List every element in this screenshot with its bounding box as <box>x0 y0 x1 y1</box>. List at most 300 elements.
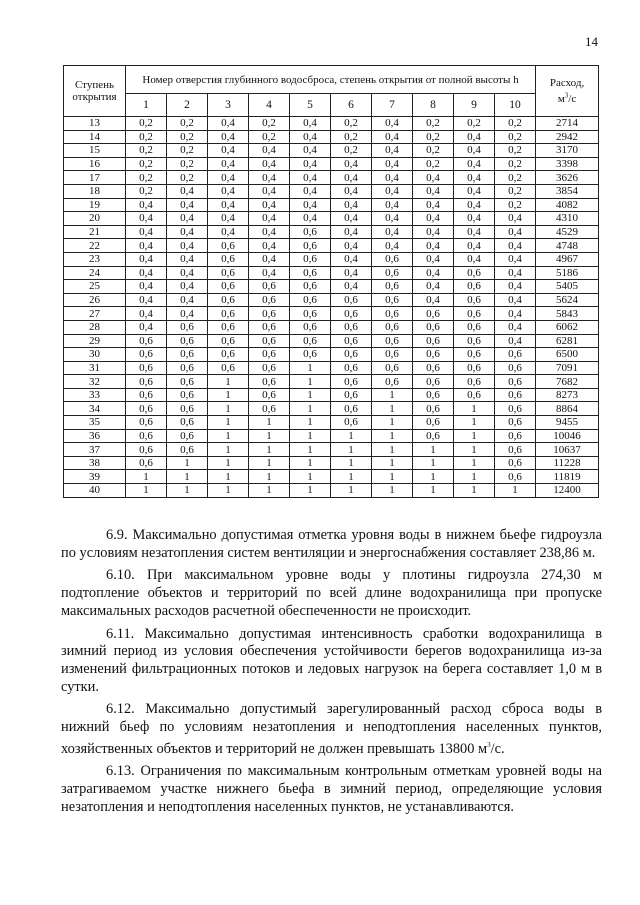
opening-cell: 1 <box>454 402 495 416</box>
opening-cell: 1 <box>208 429 249 443</box>
opening-cell: 0,6 <box>331 348 372 362</box>
opening-cell: 0,6 <box>249 361 290 375</box>
flow-cell: 5186 <box>536 266 599 280</box>
opening-cell: 0,6 <box>290 239 331 253</box>
opening-cell: 0,4 <box>413 171 454 185</box>
opening-cell: 0,2 <box>495 144 536 158</box>
step-cell: 13 <box>64 117 126 131</box>
opening-cell: 0,4 <box>249 212 290 226</box>
column-number-header: 1 <box>126 94 167 117</box>
opening-cell: 0,6 <box>413 402 454 416</box>
header-flow-unit: $м^3/с$ <box>557 91 577 105</box>
opening-cell: 0,4 <box>126 239 167 253</box>
opening-cell: 0,6 <box>495 388 536 402</box>
step-cell: 20 <box>64 212 126 226</box>
opening-cell: 0,6 <box>495 443 536 457</box>
table-row <box>64 484 599 498</box>
opening-cell: 1 <box>454 429 495 443</box>
opening-cell: 1 <box>167 456 208 470</box>
opening-cell: 0,4 <box>495 212 536 226</box>
step-cell: 16 <box>64 157 126 171</box>
step-cell: 17 <box>64 171 126 185</box>
table-row <box>64 130 599 144</box>
opening-cell: 0,4 <box>208 144 249 158</box>
opening-cell: 0,6 <box>249 280 290 294</box>
column-number-header: 8 <box>413 94 454 117</box>
opening-cell: 0,4 <box>454 144 495 158</box>
table-row <box>64 375 599 389</box>
opening-cell: 0,4 <box>249 266 290 280</box>
opening-cell: 0,4 <box>454 252 495 266</box>
step-cell: 25 <box>64 280 126 294</box>
opening-cell: 0,4 <box>495 225 536 239</box>
opening-cell: 0,4 <box>372 239 413 253</box>
header-flow <box>536 66 599 117</box>
opening-cell: 0,6 <box>331 293 372 307</box>
opening-cell: 0,4 <box>167 266 208 280</box>
table-row <box>64 184 599 198</box>
flow-cell: 5843 <box>536 307 599 321</box>
opening-cell: 1 <box>454 416 495 430</box>
opening-cell: 0,6 <box>167 388 208 402</box>
opening-cell: 0,4 <box>372 117 413 131</box>
opening-cell: 1 <box>331 429 372 443</box>
opening-cell: 0,4 <box>208 225 249 239</box>
opening-cell: 1 <box>454 456 495 470</box>
opening-cell: 0,6 <box>413 307 454 321</box>
opening-cell: 0,4 <box>290 184 331 198</box>
opening-cell: 0,2 <box>167 130 208 144</box>
table-row <box>64 144 599 158</box>
opening-cell: 0,6 <box>372 307 413 321</box>
opening-cell: 0,2 <box>331 130 372 144</box>
opening-cell: 0,6 <box>331 416 372 430</box>
flow-cell: 8273 <box>536 388 599 402</box>
flow-cell: 6281 <box>536 334 599 348</box>
opening-cell: 0,6 <box>331 402 372 416</box>
opening-cell: 0,6 <box>454 388 495 402</box>
opening-cell: 1 <box>249 416 290 430</box>
opening-cell: 0,6 <box>413 348 454 362</box>
opening-cell: 0,4 <box>249 239 290 253</box>
opening-cell: 0,6 <box>454 320 495 334</box>
opening-cell: 1 <box>208 375 249 389</box>
opening-cell: 1 <box>372 429 413 443</box>
opening-cell: 0,6 <box>454 266 495 280</box>
opening-cell: 0,4 <box>290 212 331 226</box>
table-row <box>64 416 599 430</box>
opening-cell: 0,6 <box>208 293 249 307</box>
opening-cell: 0,6 <box>495 348 536 362</box>
opening-cell: 0,4 <box>167 225 208 239</box>
step-cell: 36 <box>64 429 126 443</box>
column-number-header: 10 <box>495 94 536 117</box>
opening-cell: 1 <box>167 470 208 484</box>
opening-cell: 1 <box>208 484 249 498</box>
page-number: 14 <box>585 34 598 49</box>
table-row <box>64 361 599 375</box>
opening-cell: 0,6 <box>167 348 208 362</box>
opening-cell: 0,2 <box>495 184 536 198</box>
step-cell: 34 <box>64 402 126 416</box>
opening-cell: 0,4 <box>290 157 331 171</box>
opening-cell: 0,4 <box>331 171 372 185</box>
opening-cell: 1 <box>413 484 454 498</box>
opening-cell: 1 <box>413 443 454 457</box>
opening-cell: 0,6 <box>413 361 454 375</box>
opening-cell: 1 <box>454 470 495 484</box>
opening-cell: 0,6 <box>208 348 249 362</box>
flow-cell: 7682 <box>536 375 599 389</box>
step-cell: 28 <box>64 320 126 334</box>
opening-cell: 0,6 <box>454 348 495 362</box>
table-row <box>64 470 599 484</box>
table-row <box>64 348 599 362</box>
opening-cell: 0,2 <box>331 117 372 131</box>
opening-cell: 0,6 <box>208 239 249 253</box>
opening-cell: 0,6 <box>413 334 454 348</box>
opening-cell: 1 <box>372 388 413 402</box>
opening-cell: 0,4 <box>372 184 413 198</box>
opening-cell: 1 <box>290 456 331 470</box>
opening-cell: 0,6 <box>126 361 167 375</box>
opening-cell: 0,4 <box>331 239 372 253</box>
opening-cell: 0,6 <box>454 361 495 375</box>
opening-cell: 1 <box>208 470 249 484</box>
flow-cell: 4967 <box>536 252 599 266</box>
paragraph-6-11: 6.11. Максимально допустимая интенсивность сработки водохранилища в зимний период из условия обеспечения устойчивости берегов водохранилища из-за изменений фильтрационных потоков и ледовых нагрузок на берега составляет 1,0 м в сутки. <box>61 625 602 695</box>
opening-cell: 1 <box>290 375 331 389</box>
opening-cell: 0,6 <box>249 348 290 362</box>
column-number-header: 4 <box>249 94 290 117</box>
opening-cell: 0,4 <box>454 225 495 239</box>
opening-cell: 0,4 <box>454 198 495 212</box>
opening-cell: 0,4 <box>208 117 249 131</box>
opening-cell: 0,2 <box>495 130 536 144</box>
opening-cell: 0,4 <box>167 212 208 226</box>
opening-cell: 0,2 <box>126 157 167 171</box>
opening-cell: 1 <box>208 443 249 457</box>
opening-cell: 1 <box>372 402 413 416</box>
opening-cell: 0,4 <box>331 212 372 226</box>
opening-cell: 0,4 <box>372 198 413 212</box>
opening-cell: 0,6 <box>495 375 536 389</box>
opening-cell: 1 <box>249 443 290 457</box>
opening-cell: 0,6 <box>454 334 495 348</box>
opening-cell: 0,6 <box>208 307 249 321</box>
opening-cell: 1 <box>249 456 290 470</box>
opening-cell: 0,6 <box>372 361 413 375</box>
opening-cell: 0,4 <box>372 212 413 226</box>
opening-cell: 0,4 <box>126 225 167 239</box>
opening-cell: 0,6 <box>495 402 536 416</box>
opening-cell: 0,6 <box>372 334 413 348</box>
step-cell: 14 <box>64 130 126 144</box>
opening-cell: 1 <box>290 402 331 416</box>
opening-cell: 1 <box>290 429 331 443</box>
opening-cell: 1 <box>372 456 413 470</box>
opening-cell: 0,4 <box>208 171 249 185</box>
opening-cell: 1 <box>290 443 331 457</box>
opening-cell: 0,4 <box>413 184 454 198</box>
opening-cell: 0,4 <box>495 320 536 334</box>
opening-cell: 0,4 <box>413 239 454 253</box>
opening-table <box>63 65 599 498</box>
step-cell: 29 <box>64 334 126 348</box>
column-number-header: 6 <box>331 94 372 117</box>
opening-cell: 1 <box>208 402 249 416</box>
opening-cell: 1 <box>290 484 331 498</box>
step-cell: 32 <box>64 375 126 389</box>
opening-cell: 0,6 <box>495 429 536 443</box>
opening-cell: 0,4 <box>249 252 290 266</box>
flow-cell: 4748 <box>536 239 599 253</box>
flow-cell: 9455 <box>536 416 599 430</box>
opening-cell: 0,6 <box>495 456 536 470</box>
opening-cell: 0,4 <box>208 184 249 198</box>
opening-cell: 0,6 <box>208 266 249 280</box>
opening-cell: 0,6 <box>126 375 167 389</box>
opening-cell: 1 <box>208 456 249 470</box>
opening-cell: 0,6 <box>372 280 413 294</box>
opening-cell: 0,6 <box>290 225 331 239</box>
opening-cell: 0,4 <box>454 157 495 171</box>
flow-cell: 3398 <box>536 157 599 171</box>
opening-cell: 0,6 <box>167 320 208 334</box>
opening-cell: 0,4 <box>495 280 536 294</box>
opening-cell: 1 <box>372 470 413 484</box>
opening-cell: 0,6 <box>167 429 208 443</box>
opening-cell: 0,6 <box>208 320 249 334</box>
opening-cell: 0,4 <box>372 171 413 185</box>
opening-cell: 0,6 <box>413 388 454 402</box>
opening-cell: 0,6 <box>290 293 331 307</box>
opening-cell: 0,4 <box>495 252 536 266</box>
opening-cell: 0,2 <box>495 171 536 185</box>
opening-cell: 0,4 <box>372 157 413 171</box>
opening-cell: 0,6 <box>331 375 372 389</box>
opening-cell: 0,6 <box>454 293 495 307</box>
flow-cell: 12400 <box>536 484 599 498</box>
step-cell: 30 <box>64 348 126 362</box>
opening-cell: 0,2 <box>413 144 454 158</box>
opening-cell: 1 <box>372 416 413 430</box>
opening-cell: 1 <box>495 484 536 498</box>
step-cell: 37 <box>64 443 126 457</box>
header-orifice: Номер отверстия глубинного водосброса, степень открытия от полной высоты h <box>126 66 536 94</box>
opening-cell: 0,4 <box>249 198 290 212</box>
opening-cell: 0,2 <box>167 117 208 131</box>
step-cell: 18 <box>64 184 126 198</box>
flow-cell: 10046 <box>536 429 599 443</box>
paragraph-6-10: 6.10. При максимальном уровне воды у плотины гидроузла 274,30 м подтопление объектов и территорий по всей длине водохранилища при пропуске максимальных расходов расчетной обеспеченности не происходит. <box>61 567 602 619</box>
opening-cell: 0,4 <box>126 252 167 266</box>
opening-cell: 0,2 <box>413 157 454 171</box>
opening-cell: 0,4 <box>413 266 454 280</box>
opening-cell: 1 <box>167 484 208 498</box>
table-row <box>64 307 599 321</box>
opening-cell: 0,6 <box>331 388 372 402</box>
opening-cell: 1 <box>290 388 331 402</box>
header-flow-label: Расход, <box>549 77 585 90</box>
opening-cell: 0,4 <box>413 252 454 266</box>
flow-cell: 8864 <box>536 402 599 416</box>
opening-cell: 0,6 <box>331 361 372 375</box>
opening-cell: 0,6 <box>372 348 413 362</box>
opening-cell: 0,4 <box>126 320 167 334</box>
flow-cell: 11819 <box>536 470 599 484</box>
step-cell: 38 <box>64 456 126 470</box>
flow-cell: 6500 <box>536 348 599 362</box>
opening-cell: 0,4 <box>331 266 372 280</box>
opening-cell: 0,6 <box>167 443 208 457</box>
opening-cell: 0,6 <box>290 266 331 280</box>
opening-cell: 0,4 <box>208 198 249 212</box>
opening-cell: 0,2 <box>167 157 208 171</box>
opening-cell: 0,4 <box>167 252 208 266</box>
step-cell: 15 <box>64 144 126 158</box>
table-row <box>64 429 599 443</box>
opening-cell: 0,2 <box>167 171 208 185</box>
opening-cell: 0,6 <box>167 334 208 348</box>
opening-cell: 0,6 <box>331 334 372 348</box>
opening-cell: 0,4 <box>331 184 372 198</box>
opening-cell: 0,6 <box>208 252 249 266</box>
opening-cell: 0,6 <box>372 375 413 389</box>
opening-cell: 0,6 <box>495 470 536 484</box>
opening-cell: 1 <box>249 429 290 443</box>
opening-cell: 1 <box>454 484 495 498</box>
opening-cell: 0,4 <box>495 293 536 307</box>
opening-cell: 1 <box>413 456 454 470</box>
opening-cell: 0,6 <box>249 334 290 348</box>
opening-cell: 0,4 <box>331 198 372 212</box>
opening-cell: 0,6 <box>167 416 208 430</box>
opening-cell: 0,4 <box>126 266 167 280</box>
opening-cell: 0,6 <box>249 375 290 389</box>
opening-cell: 0,4 <box>454 130 495 144</box>
opening-cell: 0,4 <box>495 334 536 348</box>
flow-cell: 7091 <box>536 361 599 375</box>
table-row <box>64 239 599 253</box>
opening-cell: 0,4 <box>167 293 208 307</box>
opening-cell: 0,2 <box>495 157 536 171</box>
table-row <box>64 402 599 416</box>
opening-cell: 0,4 <box>372 144 413 158</box>
opening-cell: 0,4 <box>454 212 495 226</box>
opening-cell: 1 <box>126 484 167 498</box>
opening-cell: 0,4 <box>331 157 372 171</box>
opening-cell: 0,6 <box>126 334 167 348</box>
opening-cell: 0,2 <box>167 144 208 158</box>
opening-cell: 0,6 <box>249 307 290 321</box>
table-row <box>64 171 599 185</box>
opening-cell: 0,6 <box>126 348 167 362</box>
opening-cell: 0,6 <box>290 307 331 321</box>
step-cell: 23 <box>64 252 126 266</box>
table-row <box>64 280 599 294</box>
opening-cell: 0,6 <box>454 375 495 389</box>
opening-cell: 0,2 <box>249 130 290 144</box>
opening-cell: 0,2 <box>126 184 167 198</box>
opening-cell: 1 <box>208 388 249 402</box>
opening-cell: 0,6 <box>249 402 290 416</box>
opening-cell: 0,2 <box>249 117 290 131</box>
opening-cell: 0,2 <box>495 117 536 131</box>
opening-cell: 0,4 <box>167 239 208 253</box>
opening-cell: 0,4 <box>495 266 536 280</box>
opening-cell: 1 <box>249 484 290 498</box>
flow-cell: 6062 <box>536 320 599 334</box>
opening-cell: 0,2 <box>126 117 167 131</box>
table-row <box>64 198 599 212</box>
opening-cell: 0,6 <box>331 307 372 321</box>
opening-cell: 1 <box>208 416 249 430</box>
header-step: Ступень открытия <box>64 66 126 117</box>
opening-cell: 0,4 <box>413 212 454 226</box>
step-cell: 27 <box>64 307 126 321</box>
flow-cell: 2714 <box>536 117 599 131</box>
opening-cell: 0,6 <box>372 266 413 280</box>
flow-cell: 3854 <box>536 184 599 198</box>
opening-cell: 0,6 <box>413 416 454 430</box>
table-row <box>64 443 599 457</box>
opening-cell: 0,6 <box>372 293 413 307</box>
step-cell: 26 <box>64 293 126 307</box>
opening-cell: 0,6 <box>372 252 413 266</box>
opening-cell: 0,6 <box>413 320 454 334</box>
table-body <box>64 117 599 498</box>
table-row <box>64 117 599 131</box>
opening-cell: 1 <box>290 470 331 484</box>
step-cell: 35 <box>64 416 126 430</box>
opening-cell: 0,6 <box>454 307 495 321</box>
paragraph-6-9: 6.9. Максимально допустимая отметка уровня воды в нижнем бьефе гидроузла по условиям незатопления систем вентиляции и энергоснабжения составляет 238,86 м. <box>61 527 602 561</box>
body-text <box>61 527 602 821</box>
opening-cell: 1 <box>290 416 331 430</box>
opening-cell: 0,4 <box>495 307 536 321</box>
opening-cell: 0,6 <box>208 361 249 375</box>
flow-cell: 4082 <box>536 198 599 212</box>
flow-cell: 4310 <box>536 212 599 226</box>
opening-cell: 0,4 <box>126 293 167 307</box>
opening-cell: 0,4 <box>208 130 249 144</box>
opening-cell: 1 <box>126 470 167 484</box>
opening-cell: 0,2 <box>495 198 536 212</box>
opening-cell: 1 <box>331 470 372 484</box>
opening-cell: 0,4 <box>249 157 290 171</box>
table-row <box>64 266 599 280</box>
opening-cell: 0,4 <box>331 280 372 294</box>
opening-cell: 0,4 <box>413 225 454 239</box>
opening-cell: 0,4 <box>126 307 167 321</box>
opening-cell: 0,4 <box>126 198 167 212</box>
column-number-header: 2 <box>167 94 208 117</box>
opening-cell: 0,2 <box>126 144 167 158</box>
opening-cell: 1 <box>372 484 413 498</box>
flow-cell: 5405 <box>536 280 599 294</box>
opening-cell: 0,6 <box>413 375 454 389</box>
opening-cell: 0,6 <box>290 320 331 334</box>
opening-cell: 0,2 <box>413 130 454 144</box>
opening-cell: 0,4 <box>290 117 331 131</box>
opening-cell: 0,4 <box>413 280 454 294</box>
opening-cell: 1 <box>454 443 495 457</box>
opening-cell: 0,4 <box>372 130 413 144</box>
opening-cell: 0,4 <box>126 212 167 226</box>
paragraph-6-12: 6.12. Максимально допустимый зарегулированный расход сброса воды в нижний бьеф по условиям незатопления и неподтопления населенных пунктов, хозяйственных объектов и территорий не должен превышать 13800 $м^3/с$. <box>61 701 602 757</box>
opening-cell: 0,6 <box>126 402 167 416</box>
